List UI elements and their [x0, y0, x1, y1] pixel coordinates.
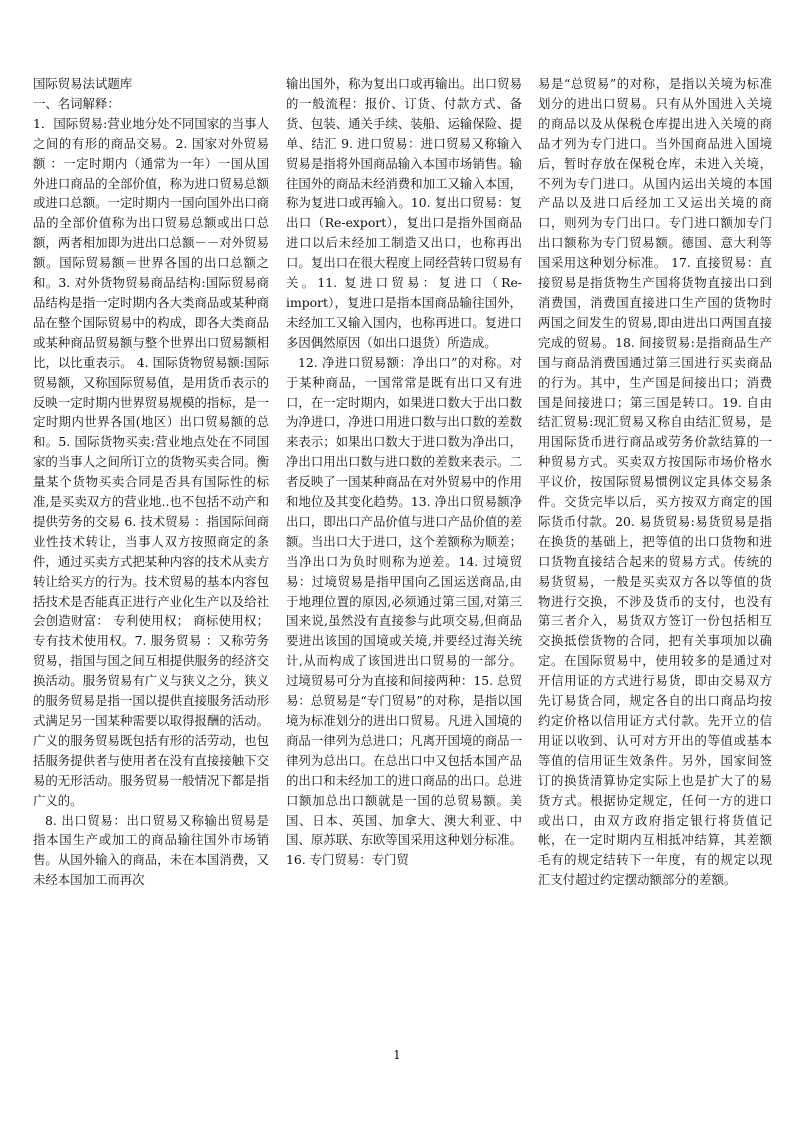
page-number: 1 [393, 1048, 401, 1062]
text-column-2 [286, 74, 522, 1042]
column-3-paragraph: 易是“总贸易”的对称，是指以关境为标准划分的进出口贸易。只有从外国进入关境的商品以及从保税仓库提出进入关境的商品才列为专门进口。当外国商品进入国境后，暂时存放在保税仓库，未进入关境，不列为专门进口。从国内运出关境的本国产品以及进口后经加工又运出关境的商口，则列为专门出口。专门进口额加专门出口额称为专门贸易额。德国、意大利等国采用这种划分标准。 17. 直接贸易：直接贸易是指货物生产国将货物直接出口到消费国，消费国直接进口生产国的货物时两国之间发生的贸易,即由进出口两国直接完成的贸易。18. 间接贸易:是指商品生产国与商品消费国通过第三国进行买卖商品的行为。其中，生产国是间接出口；消费国是间接进口；第三国是转口。19. 自由结汇贸易:现汇贸易又称自由结汇贸易，是用国际货币进行商品或劳务价款结算的一种贸易方式。买卖双方按国际市场价格水平议价，按国际贸易惯例议定具体交易条件。交货完毕以后，买方按双方商定的国际货币付款。20. 易货贸易:易货贸易是指在换货的基础上，把等值的出口货物和进口货物直接结合起来的贸易方式。传统的易货贸易，一般是买卖双方各以等值的货物进行交换，不涉及货币的支付，也没有第三者介入，易货双方签订一份包括相互交换抵偿货物的合同，把有关事项加以确定。在国际贸易中，使用较多的是通过对开信用证的方式进行易货，即由交易双方先订易货合同，规定各自的出口商品均按约定价格以信用证方式付款。先开立的信用证以收到、认可对方开出的等值或基本等值的信用证生效条件。另外，国家间签订的换货清算协定实际上也是扩大了的易货方式。根据协定规定，任何一方的进口或出口，由双方政府指定银行将货值记帐，在一定时期内互相抵冲结算，其差额毛有的规定结转下一年度，有的规定以现汇支付超过约定摆动额部分的差额。 [538, 76, 772, 888]
column-1-paragraph: 1．国际贸易:营业地分处不同国家的当事人之间的有形的商品交易。2. 国家对外贸易额 ：一定时期内（通常为一年）一国从国外进口商品的全部价值，称为进口贸易总额或进口总额。一定时期内一国向国外出口商品的全部价值称为出口贸易总额或出口总额，两者相加即为进出口总额－－对外贸易额。国际贸易额＝世界各国的出口总额之和。3. 对外货物贸易商品结构:国际贸易商品结构是指一定时期内各大类商品或某种商品在整个国际贸易中的构成，即各大类商品或某种商品贸易额与整个世界出口贸易额相比，以比重表示。 4. 国际货物贸易额:国际贸易额，又称国际贸易值，是用货币表示的反映一定时期内世界贸易规模的指标，是一定时期内世界各国(地区）出口贸易额的总和。5. 国际货物买卖:营业地点处在不同国家的当事人之间所订立的货物买卖合同。衡量某个货物买卖合同是否具有国际性的标准,是买卖双方的营业地..也不包括不动产和提供劳务的交易 6. 技术贸易 ：指国际间商业性技术转让，当事人双方按照商定的条件，通过买卖方式把某种内容的技术从卖方转让给买方的行为。技术贸易的基本内容包括技术是否能真正进行产业化生产以及给社会创造财富： 专利使用权； 商标使用权； 专有技术使用权。7. 服务贸易 ：又称劳务贸易，指国与国之间互相提供服务的经济交换活动。服务贸易有广义与狭义之分，狭义的服务贸易是指一国以提供直接服务活动形式满足另一国某种需要以取得报酬的活动。广义的服务贸易既包括有形的活劳动，也包括服务提供者与使用者在没有直接接触下交易的无形活动。服务贸易一般情况下都是指广义的。 [33, 115, 269, 808]
column-2-paragraph: 输出国外，称为复出口或再输出。出口贸易的一般流程：报价、订货、付款方式、备货、包装、通关手续、装船、运输保险、提单、结汇 9. 进口贸易：进口贸易又称输入贸易是指将外国商品输入本国市场销售。输往国外的商品未经消费和加工又输入本国，称为复进口或再输入。10. 复出口贸易：复出口（Re-export），复出口是指外国商品进口以后未经加工制造又出口，也称再出口。复出口在很大程度上同经营转口贸易有关。11. 复进口贸易：复进口（Re-import），复进口是指本国商品输往国外，未经加工又输入国内，也称再进口。复进口多因偶然原因（如出口退货）所造成。 [286, 76, 522, 350]
document-title: 国际贸易法试题库 [33, 76, 133, 91]
section-heading: 一、名词解释： [33, 95, 120, 111]
text-column-3 [538, 74, 772, 1042]
column-1-paragraph-2: 8. 出口贸易：出口贸易又称输出贸易是指本国生产或加工的商品输往国外市场销售。从国外输入的商品，未在本国消费，又未经本国加工而再次 [33, 812, 269, 888]
text-column-1 [33, 74, 269, 1042]
column-2-paragraph-2: 12. 净进口贸易额：净出口”的对称。对于某种商品，一国常常是既有出口又有进口，在一定时期内，如果进口数大于出口数为净进口，净进口用进口数与出口数的差数来表示；如果出口数大于进口数为净出口，净出口用出口数与进口数的差数来表示。二者反映了一国某种商品在对外贸易中的作用和地位及其变化趋势。13. 净出口贸易额净出口，即出口产品价值与进口产品价值的差额。当出口大于进口，这个差额称为顺差；当净出口为负时则称为逆差。14. 过境贸易：过境贸易是指甲国向乙国运送商品,由于地理位置的原因,必须通过第三国,对第三国来说,虽然没有直接参与此项交易,但商品要进出该国的国境或关境,并要经过海关统计,从而构成了该国进出口贸易的一部分。 过境贸易可分为直接和间接两种：15. 总贸易：总贸易是“专门贸易”的对称，是指以国境为标准划分的进出口贸易。凡进入国境的商品一律列为总进口；凡离开国境的商品一律列为总出口。在总出口中又包括本国产品的出口和未经加工的进口商品的出口。总进口额加总出口额就是一国的总贸易额。美国、日本、英国、加拿大、澳大利亚、中国、原苏联、东欧等国采用这种划分标准。 16. 专门贸易：专门贸 [286, 354, 522, 868]
